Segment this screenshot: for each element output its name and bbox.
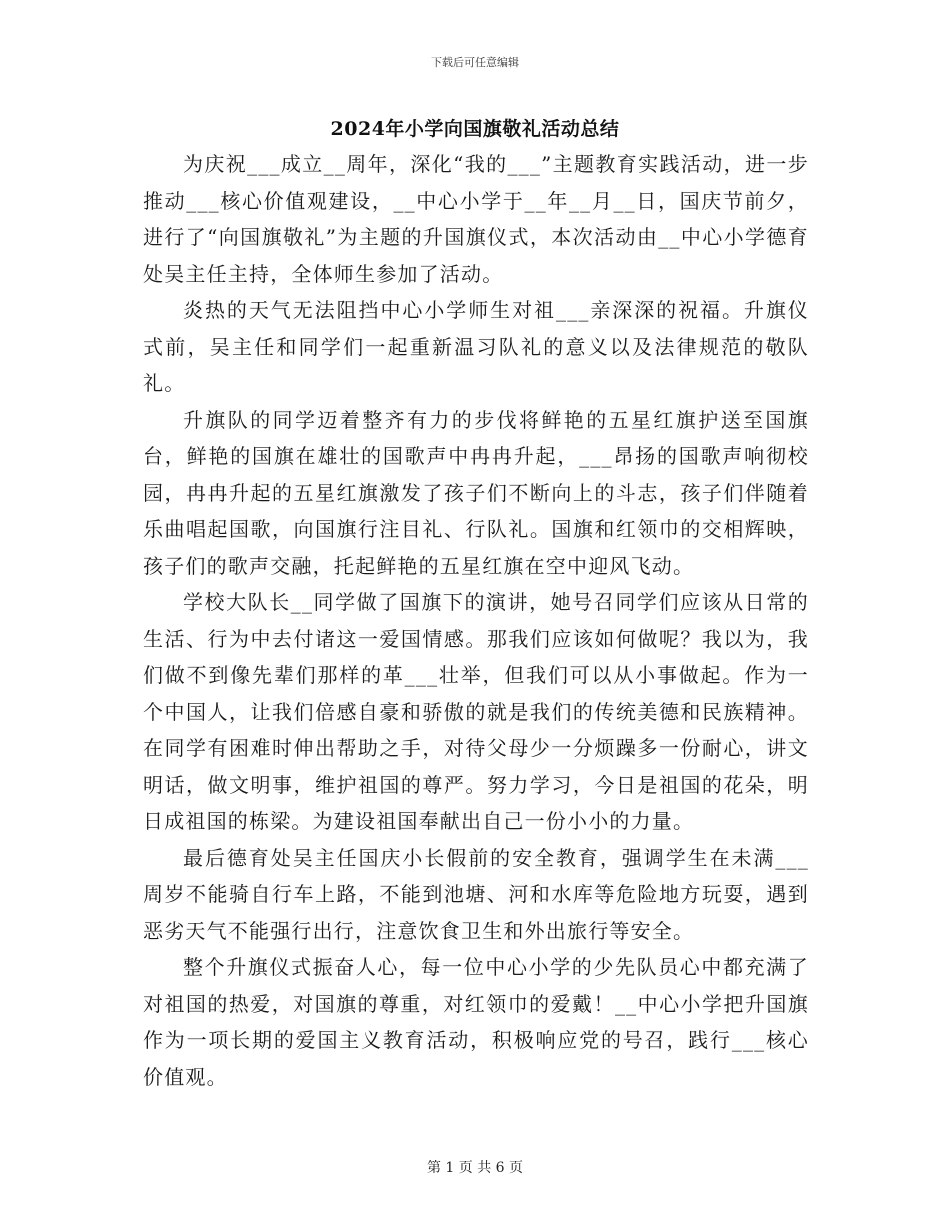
document-body bbox=[143, 146, 809, 1095]
document-title: 2024年小学向国旗敬礼活动总结 bbox=[330, 118, 620, 140]
paragraph-3: 升旗队的同学迈着整齐有力的步伐将鲜艳的五星红旗护送至国旗台，鲜艳的国旗在雄壮的国歌声中冉冉升起，___昂扬的国歌声响彻校园，冉冉升起的五星红旗激发了孩子们不断向上的斗志，孩子们伴随着乐曲唱起国歌，向国旗行注目礼、行队礼。国旗和红领巾的交相辉映，孩子们的歌声交融，托起鲜艳的五星红旗在空中迎风飞动。 bbox=[143, 407, 809, 578]
paragraph-6: 整个升旗仪式振奋人心，每一位中心小学的少先队员心中都充满了对祖国的热爱，对国旗的尊重，对红领巾的爱戴！__中心小学把升国旗作为一项长期的爱国主义教育活动，积极响应党的号召，践行___核心价值观。 bbox=[143, 955, 809, 1089]
paragraph-2: 炎热的天气无法阻挡中心小学师生对祖___亲深深的祝福。升旗仪式前，吴主任和同学们一起重新温习队礼的意义以及法律规范的敬队礼。 bbox=[143, 298, 809, 395]
paragraph-5: 最后德育处吴主任国庆小长假前的安全教育，强调学生在未满___周岁不能骑自行车上路，不能到池塘、河和水库等危险地方玩耍，遇到恶劣天气不能强行出行，注意饮食卫生和外出旅行等安全。 bbox=[143, 845, 809, 943]
page-number-footer: 第 1 页 共 6 页 bbox=[426, 1160, 524, 1176]
paragraph-1: 为庆祝___成立__周年，深化“我的___”主题教育实践活动，进一步推动___核心价值观建设，__中心小学于__年__月__日，国庆节前夕，进行了“向国旗敬礼”为主题的升国旗仪式，本次活动由__中心小学德育处吴主任主持，全体师生参加了活动。 bbox=[143, 152, 809, 286]
paragraph-4: 学校大队长__同学做了国旗下的演讲，她号召同学们应该从日常的生活、行为中去付诸这一爱国情感。那我们应该如何做呢？我以为，我们做不到像先辈们那样的革___壮举，但我们可以从小事做起。作为一个中国人，让我们倍感自豪和骄傲的就是我们的传统美德和民族精神。在同学有困难时伸出帮助之手，对待父母少一分烦躁多一份耐心，讲文明话，做文明事，维护祖国的尊严。努力学习，今日是祖国的花朵，明日成祖国的栋梁。为建设祖国奉献出自己一份小小的力量。 bbox=[143, 590, 809, 833]
header-note: 下载后可任意编辑 bbox=[431, 56, 519, 69]
